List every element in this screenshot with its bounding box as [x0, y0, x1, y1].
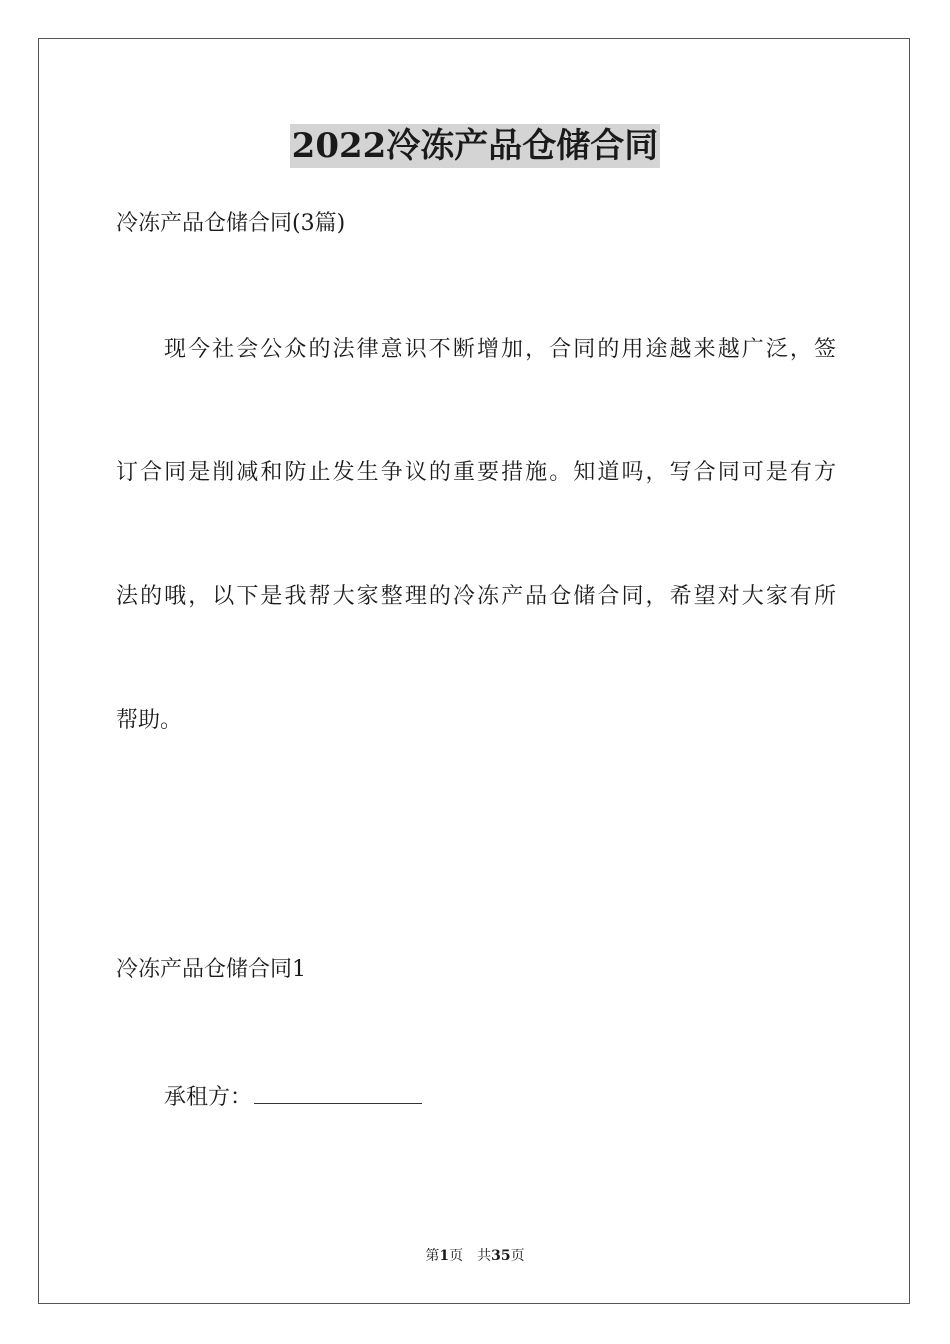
footer-page-current: 1	[439, 1248, 450, 1264]
document-subtitle: 冷冻产品仓储合同(3篇)	[116, 211, 346, 236]
title-container	[0, 124, 950, 168]
footer-page-total: 35	[491, 1248, 511, 1264]
footer-total-suffix: 页	[510, 1248, 525, 1264]
lessee-label: 承租方：	[164, 1085, 253, 1110]
footer-total-prefix: 共	[477, 1248, 492, 1264]
lessee-row	[164, 1081, 836, 1113]
document-title: 2022冷冻产品仓储合同	[291, 126, 659, 166]
lessee-blank-line	[254, 1081, 422, 1104]
intro-line-3: 法的哦，以下是我帮大家整理的冷冻产品仓储合同，希望对大家有所	[116, 584, 836, 609]
intro-line-2: 订合同是削减和防止发生争议的重要措施。知道吗，写合同可是有方	[116, 460, 836, 485]
intro-line-4: 帮助。	[116, 708, 183, 733]
footer-page-prefix: 第	[425, 1248, 440, 1264]
section-heading: 冷冻产品仓储合同1	[116, 957, 306, 982]
footer-page-suffix: 页	[449, 1248, 464, 1264]
page-footer	[0, 1246, 950, 1266]
intro-line-1: 现今社会公众的法律意识不断增加，合同的用途越来越广泛，签	[164, 337, 836, 362]
